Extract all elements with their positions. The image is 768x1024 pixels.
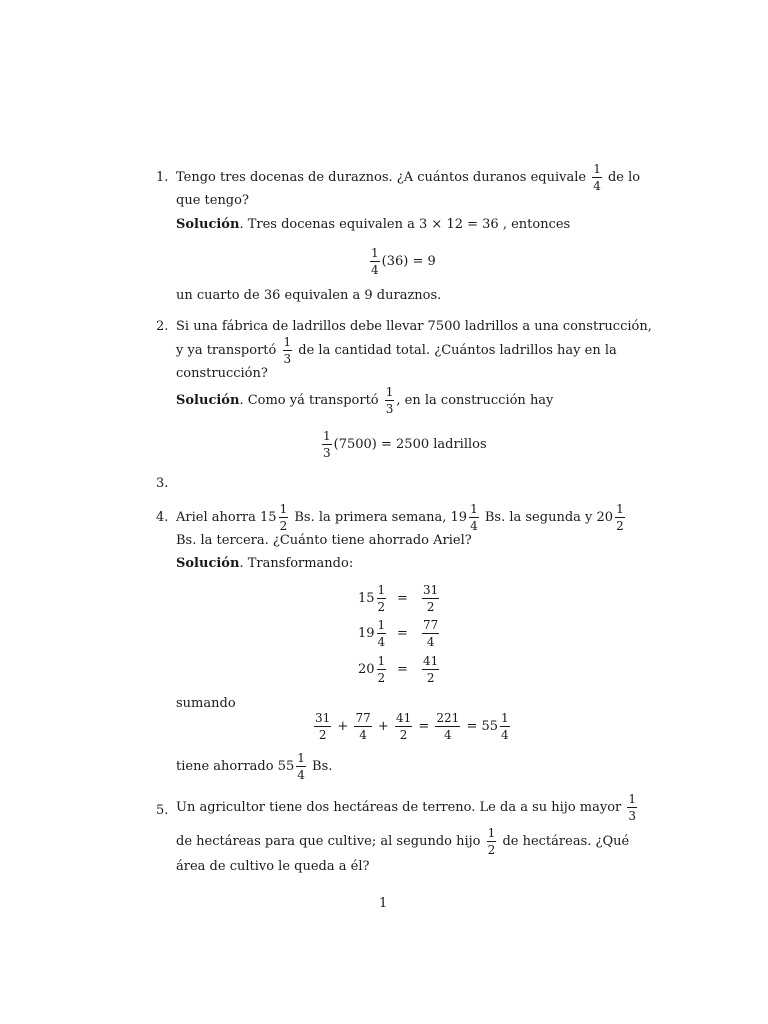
fraction: $\frac{1}{2}$ <box>487 826 496 857</box>
problem-2-text-b1: y ya transportó <box>176 343 277 358</box>
mixed-number: 15 $\frac{1}{2}$ <box>260 502 288 533</box>
problem-4-solution <box>176 556 353 572</box>
problem-5-question-b <box>176 825 629 859</box>
problem-1-number: 1. <box>156 170 169 185</box>
sum-equation: $\frac{31}{2}$ + $\frac{77}{4}$ + $\frac{41}{2}$ = $\frac{221}{4}$ = 55 $\frac{1}{4}$ <box>315 711 509 742</box>
problem-4-text-a1: Ariel ahorra <box>176 510 256 525</box>
solution-text-a: . Como yá transportó <box>239 393 379 408</box>
conversion-result: $\frac{31}{2}$ <box>423 583 439 614</box>
conversion-row: 20 $\frac{1}{2}$ <box>358 654 386 685</box>
solution-label: Solución <box>176 556 240 571</box>
problem-2-text-b2: de la cantidad total. ¿Cuántos ladrillos hay en la <box>298 343 617 358</box>
problem-2-equation <box>320 428 487 462</box>
problem-1-equation <box>368 245 436 279</box>
equals-sign: = <box>397 662 408 677</box>
fraction: $\frac{1}{3}$ <box>283 335 292 366</box>
equation-rest: (36) = 9 <box>381 254 436 269</box>
problem-4-text-a3: Bs. la segunda y <box>484 510 593 525</box>
equals-sign: = <box>397 591 408 606</box>
conversion-result: $\frac{77}{4}$ <box>423 618 439 649</box>
solution-text-b: , en la construcción hay <box>396 393 554 408</box>
problem-1-text-a: Tengo tres docenas de duraznos. ¿A cuántos duranos equivale <box>176 170 587 185</box>
solution-text: . Transformando: <box>239 556 354 571</box>
problem-4-result: tiene ahorrado 55 $\frac{1}{4}$ Bs. <box>176 751 333 782</box>
fraction: $\frac{1}{4}$ <box>371 246 379 277</box>
fraction: $\frac{1}{3}$ <box>628 792 637 823</box>
problem-2-question-b <box>176 334 617 368</box>
problem-5-number: 5. <box>156 803 169 818</box>
problem-5-text-b1: de hectáreas para que cultive; al segundo hijo <box>176 834 481 849</box>
problem-4-question-b: Bs. la tercera. ¿Cuánto tiene ahorrado Ariel? <box>176 533 472 548</box>
fraction: $\frac{1}{3}$ <box>323 429 331 460</box>
conversion-result: $\frac{41}{2}$ <box>423 654 439 685</box>
problem-1-question-cont: que tengo? <box>176 193 249 208</box>
problem-5-question-a <box>176 791 639 825</box>
problem-3-number: 3. <box>156 476 169 491</box>
problem-4-number: 4. <box>156 510 169 525</box>
mixed-number: 20 $\frac{1}{2}$ <box>596 502 624 533</box>
problem-4-text-a2: Bs. la primera semana, <box>294 510 447 525</box>
fraction: $\frac{1}{4}$ <box>593 162 601 193</box>
mixed-number: 19 $\frac{1}{4}$ <box>450 502 478 533</box>
solution-text: . Tres docenas equivalen a 3 × 12 = 36 , entonces <box>239 217 571 232</box>
problem-4-question-a <box>176 501 627 535</box>
problem-1-text-b: de lo <box>607 170 641 185</box>
conversion-row: 15 $\frac{1}{2}$ <box>358 583 386 614</box>
problem-5-text-b2: de hectáreas. ¿Qué <box>502 834 630 849</box>
problem-5-question-c: área de cultivo le queda a él? <box>176 859 370 874</box>
conversion-row: 19 $\frac{1}{4}$ <box>358 618 386 649</box>
problem-5-text-a: Un agricultor tiene dos hectáreas de terreno. Le da a su hijo mayor <box>176 800 622 815</box>
solution-label: Solución <box>176 217 240 232</box>
problem-1-question <box>176 161 640 195</box>
sumando-label: sumando <box>176 696 236 711</box>
problem-1-solution <box>176 217 570 233</box>
problem-1-conclusion: un cuarto de 36 equivalen a 9 duraznos. <box>176 288 442 303</box>
problem-2-question-a: Si una fábrica de ladrillos debe llevar 7500 ladrillos a una construcción, <box>176 319 652 334</box>
solution-label: Solución <box>176 393 240 408</box>
page-number: 1 <box>379 896 388 911</box>
equation-rest: (7500) = 2500 ladrillos <box>333 437 487 452</box>
problem-2-solution <box>176 384 553 418</box>
problem-2-question-c: construcción? <box>176 366 268 381</box>
fraction: $\frac{1}{3}$ <box>385 385 394 416</box>
problem-2-number: 2. <box>156 319 169 334</box>
equals-sign: = <box>397 626 408 641</box>
